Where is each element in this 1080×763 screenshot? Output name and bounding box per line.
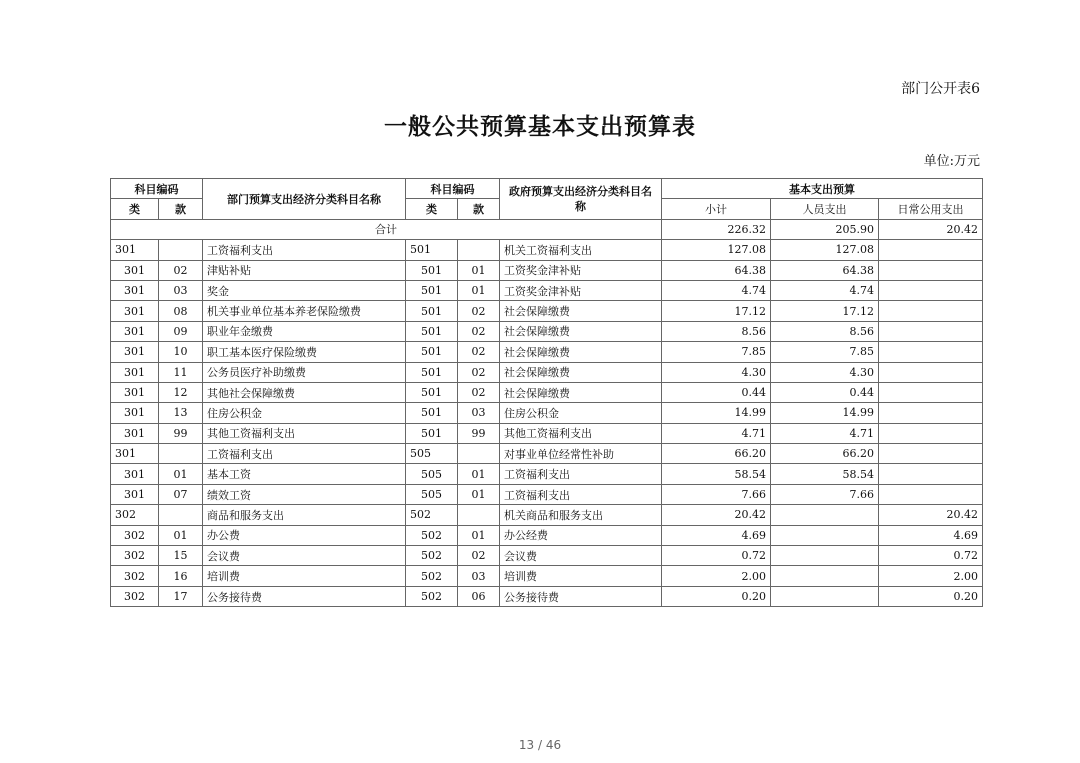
cell-name: 住房公积金	[203, 403, 406, 423]
cell-gov-kuan: 06	[458, 586, 500, 606]
cell-gov-name: 社会保障缴费	[500, 382, 662, 402]
cell-gov-kuan: 01	[458, 484, 500, 504]
cell-daily	[879, 280, 983, 300]
cell-name: 工资福利支出	[203, 444, 406, 464]
cell-name: 绩效工资	[203, 484, 406, 504]
cell-name: 职业年金缴费	[203, 321, 406, 341]
cell-gov-lei: 502	[406, 525, 458, 545]
cell-personnel	[771, 586, 879, 606]
table-row	[111, 464, 983, 484]
cell-name: 奖金	[203, 280, 406, 300]
header-gov-kuan: 款	[458, 199, 500, 219]
header-basic: 基本支出预算	[662, 179, 983, 199]
cell-name: 商品和服务支出	[203, 505, 406, 525]
cell-subtotal: 20.42	[662, 505, 771, 525]
cell-name: 机关事业单位基本养老保险缴费	[203, 301, 406, 321]
table-row	[111, 505, 983, 525]
cell-gov-name: 社会保障缴费	[500, 321, 662, 341]
cell-gov-lei: 501	[406, 423, 458, 443]
table-row	[111, 444, 983, 464]
cell-gov-name: 工资奖金津补贴	[500, 260, 662, 280]
cell-gov-kuan: 01	[458, 280, 500, 300]
cell-gov-name: 机关商品和服务支出	[500, 505, 662, 525]
cell-lei: 301	[111, 321, 159, 341]
cell-personnel: 14.99	[771, 403, 879, 423]
header-personnel: 人员支出	[771, 199, 879, 219]
cell-gov-lei: 501	[406, 403, 458, 423]
cell-lei: 301	[111, 484, 159, 504]
cell-gov-lei: 505	[406, 444, 458, 464]
cell-kuan: 01	[159, 525, 203, 545]
cell-daily	[879, 444, 983, 464]
cell-gov-kuan: 02	[458, 382, 500, 402]
cell-name: 公务员医疗补助缴费	[203, 362, 406, 382]
cell-lei: 301	[111, 423, 159, 443]
table-row	[111, 301, 983, 321]
cell-lei: 302	[111, 525, 159, 545]
cell-gov-lei: 501	[406, 280, 458, 300]
cell-lei: 301	[111, 403, 159, 423]
page-title: 一般公共预算基本支出预算表	[384, 113, 696, 140]
form-number: 部门公开表6	[901, 81, 980, 97]
header-dept-code: 科目编码	[111, 179, 203, 199]
cell-daily	[879, 321, 983, 341]
cell-name: 其他工资福利支出	[203, 423, 406, 443]
table-row	[111, 586, 983, 606]
cell-personnel: 4.74	[771, 280, 879, 300]
cell-gov-kuan: 02	[458, 301, 500, 321]
cell-kuan: 07	[159, 484, 203, 504]
cell-name: 工资福利支出	[203, 240, 406, 260]
cell-kuan: 12	[159, 382, 203, 402]
cell-gov-kuan: 01	[458, 464, 500, 484]
cell-daily	[879, 403, 983, 423]
cell-daily: 2.00	[879, 566, 983, 586]
cell-gov-name: 社会保障缴费	[500, 301, 662, 321]
cell-kuan: 03	[159, 280, 203, 300]
cell-kuan	[159, 444, 203, 464]
cell-gov-lei: 502	[406, 505, 458, 525]
cell-personnel: 4.71	[771, 423, 879, 443]
cell-subtotal: 127.08	[662, 240, 771, 260]
cell-kuan	[159, 240, 203, 260]
cell-daily: 4.69	[879, 525, 983, 545]
cell-personnel: 64.38	[771, 260, 879, 280]
cell-lei: 301	[111, 464, 159, 484]
total-subtotal: 226.32	[662, 219, 771, 239]
table-row	[111, 423, 983, 443]
cell-gov-kuan: 02	[458, 342, 500, 362]
cell-personnel: 0.44	[771, 382, 879, 402]
cell-daily	[879, 484, 983, 504]
cell-daily	[879, 362, 983, 382]
cell-personnel	[771, 525, 879, 545]
cell-name: 津贴补贴	[203, 260, 406, 280]
cell-gov-lei: 501	[406, 321, 458, 341]
cell-gov-name: 培训费	[500, 566, 662, 586]
cell-name: 职工基本医疗保险缴费	[203, 342, 406, 362]
cell-gov-kuan: 99	[458, 423, 500, 443]
cell-subtotal: 0.72	[662, 546, 771, 566]
cell-name: 其他社会保障缴费	[203, 382, 406, 402]
cell-gov-name: 住房公积金	[500, 403, 662, 423]
cell-name: 基本工资	[203, 464, 406, 484]
cell-lei: 302	[111, 586, 159, 606]
cell-gov-lei: 501	[406, 362, 458, 382]
total-row	[111, 219, 983, 239]
total-personnel: 205.90	[771, 219, 879, 239]
budget-table	[110, 178, 983, 607]
cell-gov-lei: 501	[406, 301, 458, 321]
cell-lei: 301	[111, 301, 159, 321]
cell-daily	[879, 240, 983, 260]
cell-kuan: 15	[159, 546, 203, 566]
cell-subtotal: 7.85	[662, 342, 771, 362]
table-row	[111, 525, 983, 545]
cell-gov-kuan: 02	[458, 321, 500, 341]
cell-lei: 301	[111, 444, 159, 464]
cell-subtotal: 17.12	[662, 301, 771, 321]
cell-subtotal: 66.20	[662, 444, 771, 464]
cell-lei: 301	[111, 240, 159, 260]
header-gov-lei: 类	[406, 199, 458, 219]
cell-subtotal: 14.99	[662, 403, 771, 423]
cell-gov-name: 公务接待费	[500, 586, 662, 606]
table-row	[111, 321, 983, 341]
cell-subtotal: 4.74	[662, 280, 771, 300]
cell-gov-kuan	[458, 444, 500, 464]
cell-gov-name: 会议费	[500, 546, 662, 566]
total-daily: 20.42	[879, 219, 983, 239]
table-row	[111, 362, 983, 382]
cell-daily	[879, 260, 983, 280]
cell-name: 培训费	[203, 566, 406, 586]
table-row	[111, 342, 983, 362]
total-label: 合计	[111, 219, 662, 239]
cell-subtotal: 8.56	[662, 321, 771, 341]
cell-personnel	[771, 546, 879, 566]
cell-kuan: 17	[159, 586, 203, 606]
header-gov-name: 政府预算支出经济分类科目名称	[500, 179, 662, 220]
unit-label: 单位:万元	[923, 154, 980, 169]
header-dept-lei: 类	[111, 199, 159, 219]
cell-gov-kuan: 03	[458, 566, 500, 586]
cell-lei: 301	[111, 362, 159, 382]
cell-subtotal: 4.30	[662, 362, 771, 382]
cell-gov-lei: 505	[406, 484, 458, 504]
cell-lei: 301	[111, 280, 159, 300]
cell-lei: 301	[111, 260, 159, 280]
cell-kuan: 08	[159, 301, 203, 321]
cell-kuan: 16	[159, 566, 203, 586]
cell-lei: 301	[111, 342, 159, 362]
cell-gov-kuan	[458, 505, 500, 525]
table-row	[111, 382, 983, 402]
header-dept-name: 部门预算支出经济分类科目名称	[203, 179, 406, 220]
cell-gov-name: 工资福利支出	[500, 464, 662, 484]
header-gov-code: 科目编码	[406, 179, 500, 199]
cell-lei: 302	[111, 505, 159, 525]
cell-name: 公务接待费	[203, 586, 406, 606]
cell-kuan: 11	[159, 362, 203, 382]
table-row	[111, 260, 983, 280]
cell-subtotal: 58.54	[662, 464, 771, 484]
cell-gov-name: 社会保障缴费	[500, 342, 662, 362]
cell-personnel: 8.56	[771, 321, 879, 341]
cell-personnel: 17.12	[771, 301, 879, 321]
table-row	[111, 484, 983, 504]
cell-gov-kuan: 02	[458, 362, 500, 382]
cell-gov-kuan: 03	[458, 403, 500, 423]
cell-subtotal: 2.00	[662, 566, 771, 586]
cell-kuan	[159, 505, 203, 525]
cell-personnel: 127.08	[771, 240, 879, 260]
cell-gov-name: 工资福利支出	[500, 484, 662, 504]
cell-name: 办公费	[203, 525, 406, 545]
cell-subtotal: 4.69	[662, 525, 771, 545]
table-row	[111, 546, 983, 566]
cell-personnel	[771, 566, 879, 586]
cell-gov-lei: 501	[406, 382, 458, 402]
header-row-1	[111, 179, 983, 199]
cell-kuan: 10	[159, 342, 203, 362]
cell-kuan: 13	[159, 403, 203, 423]
cell-daily	[879, 464, 983, 484]
page-number: 13 / 46	[518, 738, 562, 752]
cell-subtotal: 64.38	[662, 260, 771, 280]
cell-personnel	[771, 505, 879, 525]
cell-subtotal: 7.66	[662, 484, 771, 504]
cell-personnel: 7.85	[771, 342, 879, 362]
cell-gov-name: 其他工资福利支出	[500, 423, 662, 443]
cell-subtotal: 0.44	[662, 382, 771, 402]
cell-gov-name: 机关工资福利支出	[500, 240, 662, 260]
cell-daily: 20.42	[879, 505, 983, 525]
cell-gov-lei: 501	[406, 240, 458, 260]
cell-gov-lei: 502	[406, 546, 458, 566]
cell-gov-kuan: 01	[458, 525, 500, 545]
cell-gov-name: 对事业单位经常性补助	[500, 444, 662, 464]
cell-daily	[879, 423, 983, 443]
cell-gov-kuan	[458, 240, 500, 260]
cell-gov-lei: 501	[406, 260, 458, 280]
cell-name: 会议费	[203, 546, 406, 566]
table-row	[111, 280, 983, 300]
table-row	[111, 240, 983, 260]
cell-lei: 302	[111, 566, 159, 586]
cell-gov-name: 办公经费	[500, 525, 662, 545]
cell-daily: 0.72	[879, 546, 983, 566]
cell-gov-name: 社会保障缴费	[500, 362, 662, 382]
cell-gov-kuan: 01	[458, 260, 500, 280]
cell-kuan: 09	[159, 321, 203, 341]
cell-kuan: 01	[159, 464, 203, 484]
cell-personnel: 58.54	[771, 464, 879, 484]
cell-lei: 301	[111, 382, 159, 402]
cell-personnel: 4.30	[771, 362, 879, 382]
cell-personnel: 66.20	[771, 444, 879, 464]
cell-subtotal: 0.20	[662, 586, 771, 606]
cell-subtotal: 4.71	[662, 423, 771, 443]
cell-personnel: 7.66	[771, 484, 879, 504]
table-row	[111, 403, 983, 423]
cell-gov-lei: 505	[406, 464, 458, 484]
header-dept-kuan: 款	[159, 199, 203, 219]
header-daily: 日常公用支出	[879, 199, 983, 219]
cell-lei: 302	[111, 546, 159, 566]
cell-daily: 0.20	[879, 586, 983, 606]
cell-kuan: 02	[159, 260, 203, 280]
cell-gov-lei: 502	[406, 586, 458, 606]
header-subtotal: 小计	[662, 199, 771, 219]
table-row	[111, 566, 983, 586]
cell-kuan: 99	[159, 423, 203, 443]
cell-daily	[879, 301, 983, 321]
cell-gov-name: 工资奖金津补贴	[500, 280, 662, 300]
cell-gov-kuan: 02	[458, 546, 500, 566]
cell-daily	[879, 342, 983, 362]
cell-gov-lei: 502	[406, 566, 458, 586]
cell-daily	[879, 382, 983, 402]
cell-gov-lei: 501	[406, 342, 458, 362]
